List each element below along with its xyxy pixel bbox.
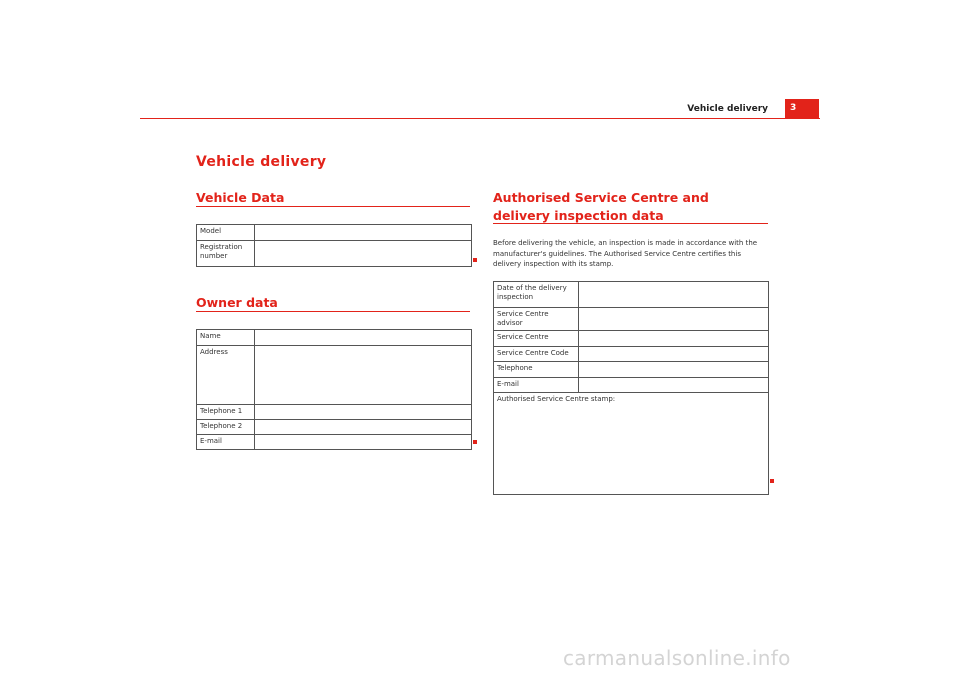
table-row bbox=[494, 331, 769, 347]
table-row bbox=[494, 378, 769, 393]
inspection-date-label: Date of the delivery inspection bbox=[494, 282, 579, 308]
page-number-badge: 3 bbox=[785, 99, 819, 118]
table-row bbox=[197, 435, 472, 450]
running-header-title: Vehicle delivery bbox=[687, 104, 768, 114]
delivery-inspection-intro: Before delivering the vehicle, an inspection is made in accordance with the manufacturer's guidelines. The Authorised Service Centre certifies this delivery inspection with its stamp. bbox=[493, 239, 758, 268]
address-field[interactable] bbox=[255, 346, 472, 405]
section-end-marker bbox=[770, 479, 774, 483]
watermark: carmanualsonline.info bbox=[563, 646, 791, 670]
section-end-marker bbox=[473, 258, 477, 262]
vehicle-data-heading: Vehicle Data bbox=[196, 190, 285, 205]
service-centre-label: Service Centre bbox=[494, 331, 579, 347]
table-row bbox=[197, 405, 472, 420]
table-row bbox=[494, 393, 769, 495]
service-advisor-field[interactable] bbox=[579, 308, 769, 331]
service-centre-heading: Authorised Service Centre and delivery inspection data bbox=[493, 190, 709, 223]
table-row bbox=[494, 282, 769, 308]
centre-telephone-field[interactable] bbox=[579, 362, 769, 378]
name-field[interactable] bbox=[255, 330, 472, 346]
service-centre-field[interactable] bbox=[579, 331, 769, 347]
table-row bbox=[197, 346, 472, 405]
address-label: Address bbox=[197, 346, 255, 405]
registration-number-field[interactable] bbox=[255, 241, 472, 267]
registration-number-label: Registration number bbox=[197, 241, 255, 267]
centre-email-label: E-mail bbox=[494, 378, 579, 393]
header-rule bbox=[140, 118, 820, 119]
owner-data-table bbox=[196, 329, 472, 450]
section-end-marker bbox=[473, 440, 477, 444]
service-centre-rule bbox=[493, 223, 768, 224]
vehicle-data-rule bbox=[196, 206, 470, 207]
telephone-2-field[interactable] bbox=[255, 420, 472, 435]
page-title: Vehicle delivery bbox=[196, 154, 327, 170]
vehicle-data-table bbox=[196, 224, 472, 267]
telephone-2-label: Telephone 2 bbox=[197, 420, 255, 435]
table-row bbox=[494, 308, 769, 331]
model-label: Model bbox=[197, 225, 255, 241]
table-row bbox=[494, 347, 769, 362]
centre-email-field[interactable] bbox=[579, 378, 769, 393]
table-row bbox=[494, 362, 769, 378]
owner-data-heading: Owner data bbox=[196, 295, 278, 310]
telephone-1-field[interactable] bbox=[255, 405, 472, 420]
table-row bbox=[197, 420, 472, 435]
service-centre-table bbox=[493, 281, 769, 495]
telephone-1-label: Telephone 1 bbox=[197, 405, 255, 420]
inspection-date-field[interactable] bbox=[579, 282, 769, 308]
service-centre-code-label: Service Centre Code bbox=[494, 347, 579, 362]
table-row bbox=[197, 330, 472, 346]
centre-telephone-label: Telephone bbox=[494, 362, 579, 378]
service-advisor-label: Service Centre advisor bbox=[494, 308, 579, 331]
owner-data-rule bbox=[196, 311, 470, 312]
owner-email-field[interactable] bbox=[255, 435, 472, 450]
table-row bbox=[197, 225, 472, 241]
service-centre-code-field[interactable] bbox=[579, 347, 769, 362]
model-field[interactable] bbox=[255, 225, 472, 241]
table-row bbox=[197, 241, 472, 267]
service-centre-stamp-area[interactable]: Authorised Service Centre stamp: bbox=[494, 393, 769, 495]
owner-email-label: E-mail bbox=[197, 435, 255, 450]
name-label: Name bbox=[197, 330, 255, 346]
